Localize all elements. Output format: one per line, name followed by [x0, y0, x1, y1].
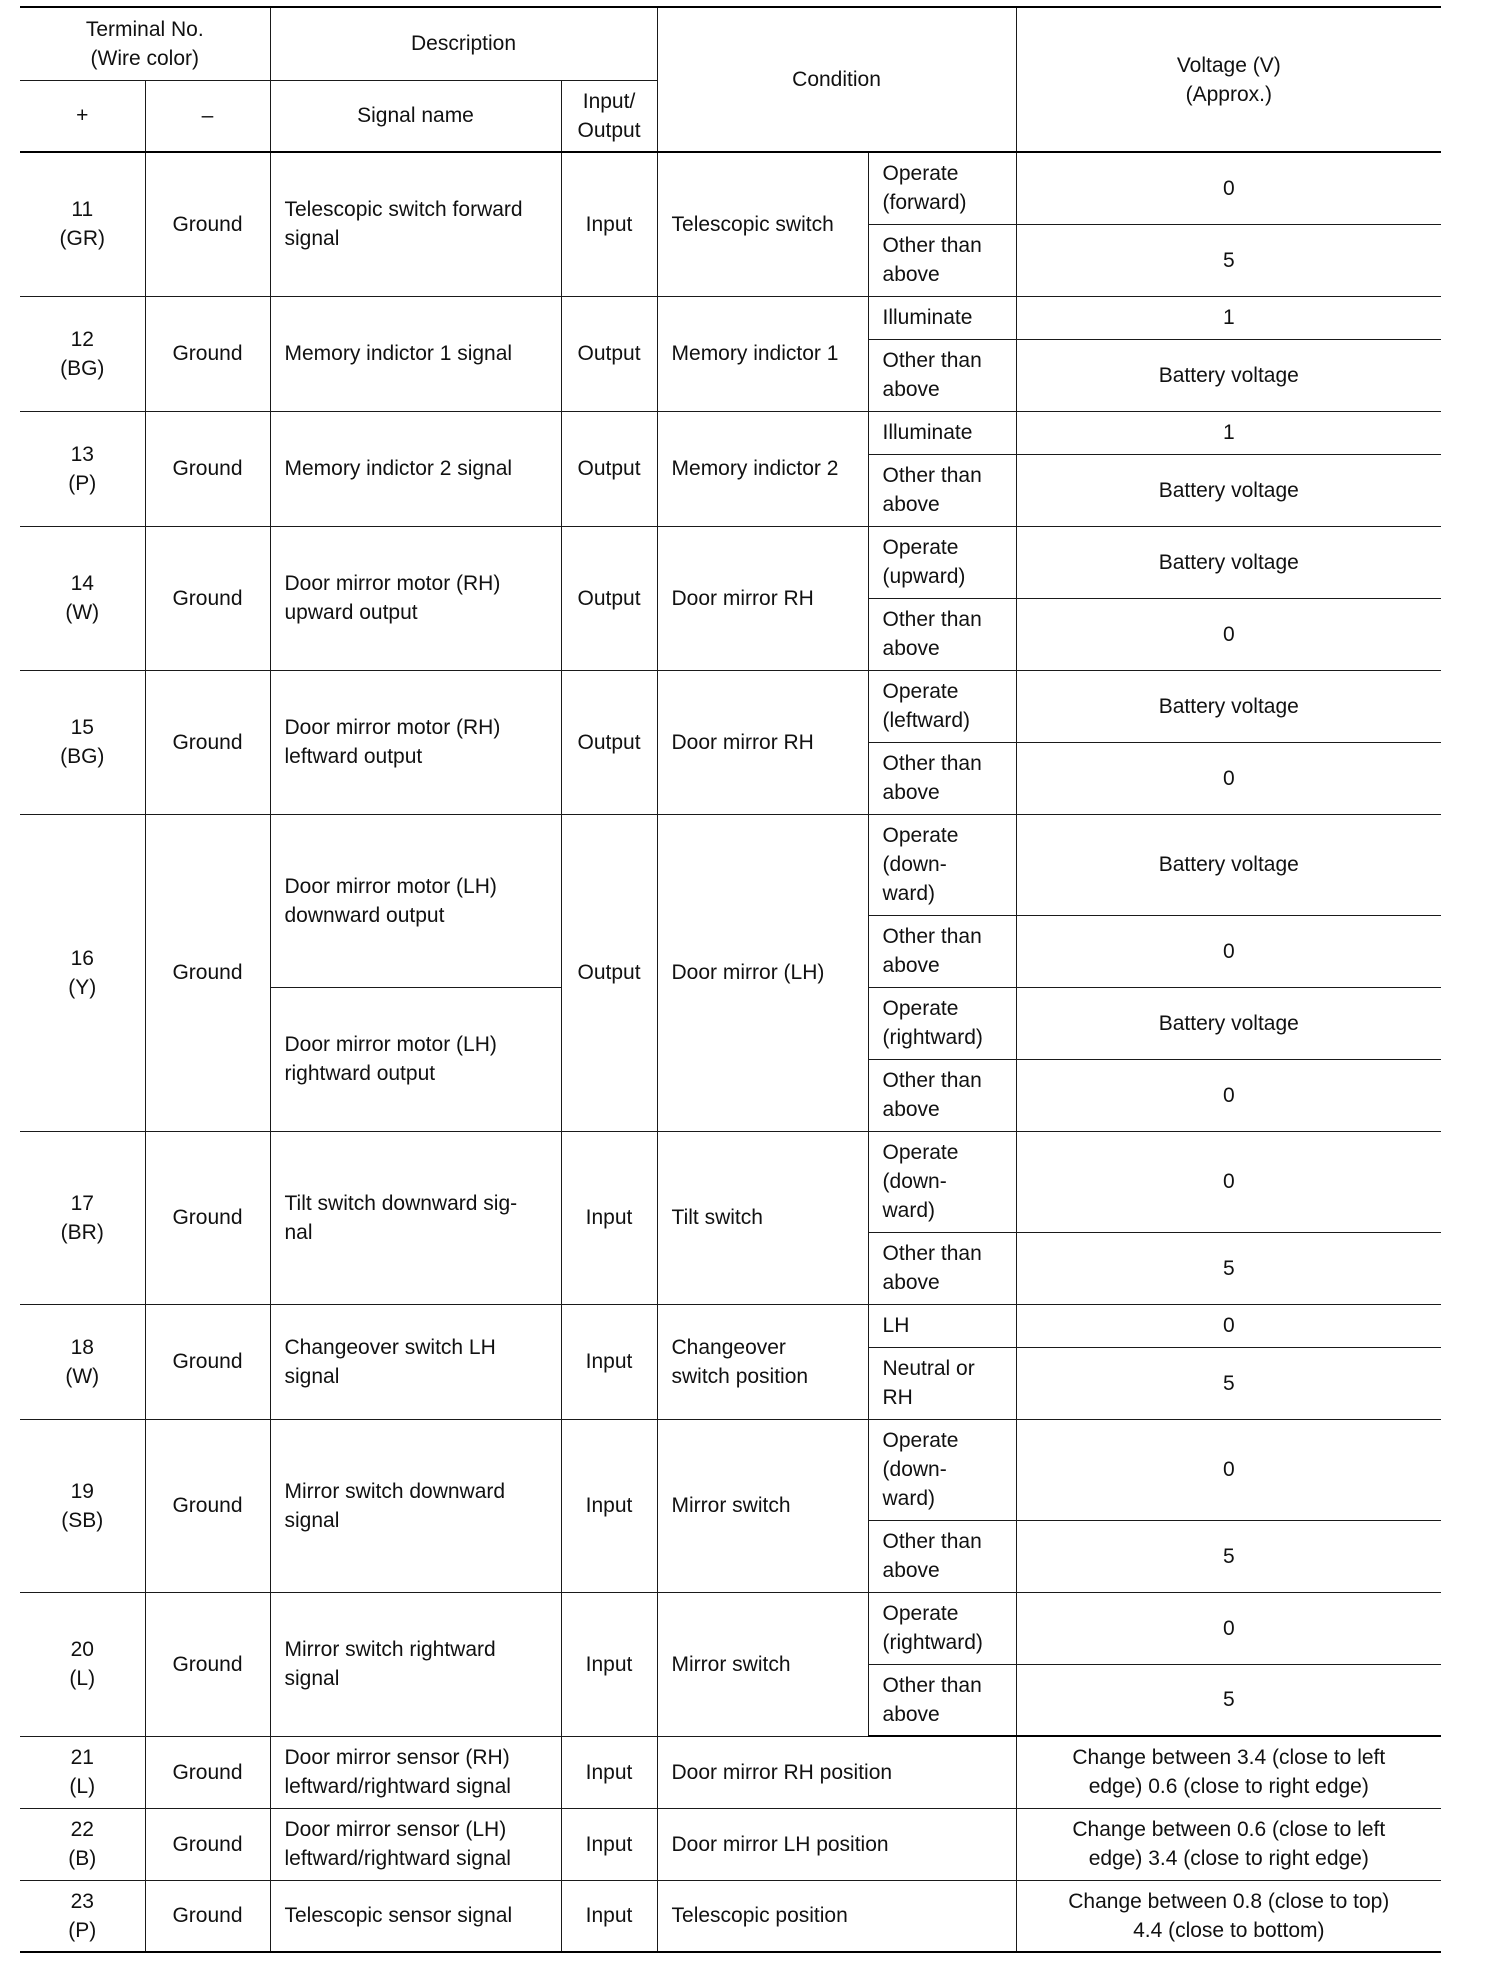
terminal-cell: 22 (B) — [20, 1808, 145, 1880]
terminal-spec-page — [20, 6, 1441, 1953]
terminal-spec-table — [20, 6, 1441, 1953]
ground-cell: Ground — [145, 1131, 270, 1304]
terminal-cell: 17 (BR) — [20, 1131, 145, 1304]
voltage-cell: 0 — [1016, 598, 1441, 670]
voltage-cell: 5 — [1016, 1232, 1441, 1304]
terminal-cell: 16 (Y) — [20, 814, 145, 1131]
ground-cell: Ground — [145, 814, 270, 1131]
signal-name-cell: Door mirror motor (LH) rightward output — [270, 987, 561, 1131]
header-minus: – — [145, 80, 270, 152]
terminal-cell: 11 (GR) — [20, 152, 145, 296]
voltage-cell: 0 — [1016, 152, 1441, 224]
table-row — [20, 670, 1441, 742]
signal-name-cell: Changeover switch LH signal — [270, 1304, 561, 1419]
sub-condition-cell: Operate (down- ward) — [868, 1131, 1016, 1232]
sub-condition-cell: Other than above — [868, 454, 1016, 526]
table-row — [20, 1131, 1441, 1232]
sub-condition-cell: Other than above — [868, 742, 1016, 814]
table-row — [20, 1808, 1441, 1880]
sub-condition-cell: Other than above — [868, 598, 1016, 670]
ground-cell: Ground — [145, 411, 270, 526]
sub-condition-cell: Operate (down- ward) — [868, 814, 1016, 915]
condition-cell: Door mirror LH position — [657, 1808, 1016, 1880]
ground-cell: Ground — [145, 1592, 270, 1736]
io-cell: Output — [561, 814, 657, 1131]
io-cell: Input — [561, 1592, 657, 1736]
ground-cell: Ground — [145, 526, 270, 670]
condition-cell: Memory indictor 2 — [657, 411, 868, 526]
io-cell: Output — [561, 526, 657, 670]
sub-condition-cell: Other than above — [868, 915, 1016, 987]
terminal-cell: 23 (P) — [20, 1880, 145, 1952]
table-row — [20, 152, 1441, 224]
voltage-cell: 0 — [1016, 1131, 1441, 1232]
sub-condition-cell: Illuminate — [868, 296, 1016, 339]
sub-condition-cell: Other than above — [868, 1059, 1016, 1131]
sub-condition-cell: Operate (rightward) — [868, 1592, 1016, 1664]
header-condition: Condition — [657, 7, 1016, 152]
voltage-cell: 5 — [1016, 224, 1441, 296]
ground-cell: Ground — [145, 152, 270, 296]
ground-cell: Ground — [145, 1304, 270, 1419]
table-row — [20, 1304, 1441, 1347]
sub-condition-cell: Other than above — [868, 1520, 1016, 1592]
io-cell: Input — [561, 152, 657, 296]
signal-name-cell: Mirror switch downward signal — [270, 1419, 561, 1592]
table-row — [20, 814, 1441, 915]
io-cell: Input — [561, 1304, 657, 1419]
ground-cell: Ground — [145, 670, 270, 814]
voltage-cell: Battery voltage — [1016, 987, 1441, 1059]
condition-cell: Telescopic switch — [657, 152, 868, 296]
header-terminal-no: Terminal No. (Wire color) — [20, 7, 270, 80]
terminal-cell: 20 (L) — [20, 1592, 145, 1736]
sub-condition-cell: Operate (forward) — [868, 152, 1016, 224]
voltage-cell: 0 — [1016, 1304, 1441, 1347]
voltage-cell: Battery voltage — [1016, 339, 1441, 411]
sub-condition-cell: Other than above — [868, 1232, 1016, 1304]
voltage-cell: Change between 0.8 (close to top) 4.4 (close to bottom) — [1016, 1880, 1441, 1952]
voltage-cell: Battery voltage — [1016, 454, 1441, 526]
sub-condition-cell: Other than above — [868, 339, 1016, 411]
sub-condition-cell: Operate (upward) — [868, 526, 1016, 598]
voltage-cell: 5 — [1016, 1347, 1441, 1419]
voltage-cell: Battery voltage — [1016, 670, 1441, 742]
condition-cell: Changeover switch position — [657, 1304, 868, 1419]
io-cell: Input — [561, 1736, 657, 1808]
condition-cell: Door mirror RH position — [657, 1736, 1016, 1808]
condition-cell: Mirror switch — [657, 1419, 868, 1592]
io-cell: Input — [561, 1131, 657, 1304]
ground-cell: Ground — [145, 296, 270, 411]
voltage-cell: Change between 3.4 (close to left edge) 0.6 (close to right edge) — [1016, 1736, 1441, 1808]
table-row — [20, 1880, 1441, 1952]
io-cell: Output — [561, 411, 657, 526]
table-row — [20, 1736, 1441, 1808]
voltage-cell: 0 — [1016, 1059, 1441, 1131]
terminal-cell: 15 (BG) — [20, 670, 145, 814]
header-plus: + — [20, 80, 145, 152]
signal-name-cell: Mirror switch rightward signal — [270, 1592, 561, 1736]
sub-condition-cell: LH — [868, 1304, 1016, 1347]
signal-name-cell: Door mirror motor (RH) leftward output — [270, 670, 561, 814]
io-cell: Output — [561, 670, 657, 814]
sub-condition-cell: Operate (rightward) — [868, 987, 1016, 1059]
sub-condition-cell: Illuminate — [868, 411, 1016, 454]
io-cell: Input — [561, 1808, 657, 1880]
signal-name-cell: Door mirror motor (LH) downward output — [270, 814, 561, 987]
condition-cell: Tilt switch — [657, 1131, 868, 1304]
condition-cell: Door mirror RH — [657, 526, 868, 670]
voltage-cell: 1 — [1016, 296, 1441, 339]
table-row — [20, 1419, 1441, 1520]
ground-cell: Ground — [145, 1419, 270, 1592]
sub-condition-cell: Other than above — [868, 224, 1016, 296]
voltage-cell: 0 — [1016, 915, 1441, 987]
header-voltage: Voltage (V) (Approx.) — [1016, 7, 1441, 152]
table-row — [20, 526, 1441, 598]
signal-name-cell: Door mirror sensor (LH) leftward/rightward signal — [270, 1808, 561, 1880]
sub-condition-cell: Other than above — [868, 1664, 1016, 1736]
header-description: Description — [270, 7, 657, 80]
signal-name-cell: Door mirror motor (RH) upward output — [270, 526, 561, 670]
terminal-cell: 21 (L) — [20, 1736, 145, 1808]
signal-name-cell: Memory indictor 2 signal — [270, 411, 561, 526]
ground-cell: Ground — [145, 1880, 270, 1952]
table-row — [20, 296, 1441, 339]
voltage-cell: 5 — [1016, 1664, 1441, 1736]
header-input-output: Input/ Output — [561, 80, 657, 152]
voltage-cell: 0 — [1016, 742, 1441, 814]
sub-condition-cell: Operate (leftward) — [868, 670, 1016, 742]
condition-cell: Door mirror RH — [657, 670, 868, 814]
terminal-cell: 12 (BG) — [20, 296, 145, 411]
signal-name-cell: Telescopic sensor signal — [270, 1880, 561, 1952]
signal-name-cell: Door mirror sensor (RH) leftward/rightward signal — [270, 1736, 561, 1808]
signal-name-cell: Memory indictor 1 signal — [270, 296, 561, 411]
header-signal-name: Signal name — [270, 80, 561, 152]
voltage-cell: 1 — [1016, 411, 1441, 454]
voltage-cell: 5 — [1016, 1520, 1441, 1592]
io-cell: Input — [561, 1419, 657, 1592]
terminal-cell: 14 (W) — [20, 526, 145, 670]
signal-name-cell: Telescopic switch forward signal — [270, 152, 561, 296]
io-cell: Output — [561, 296, 657, 411]
voltage-cell: 0 — [1016, 1592, 1441, 1664]
voltage-cell: Battery voltage — [1016, 814, 1441, 915]
voltage-cell: Battery voltage — [1016, 526, 1441, 598]
condition-cell: Mirror switch — [657, 1592, 868, 1736]
ground-cell: Ground — [145, 1808, 270, 1880]
ground-cell: Ground — [145, 1736, 270, 1808]
condition-cell: Telescopic position — [657, 1880, 1016, 1952]
terminal-cell: 19 (SB) — [20, 1419, 145, 1592]
table-row — [20, 1592, 1441, 1664]
signal-name-cell: Tilt switch downward sig- nal — [270, 1131, 561, 1304]
voltage-cell: 0 — [1016, 1419, 1441, 1520]
io-cell: Input — [561, 1880, 657, 1952]
condition-cell: Door mirror (LH) — [657, 814, 868, 1131]
terminal-cell: 18 (W) — [20, 1304, 145, 1419]
voltage-cell: Change between 0.6 (close to left edge) 3.4 (close to right edge) — [1016, 1808, 1441, 1880]
sub-condition-cell: Operate (down- ward) — [868, 1419, 1016, 1520]
terminal-cell: 13 (P) — [20, 411, 145, 526]
table-row — [20, 411, 1441, 454]
sub-condition-cell: Neutral or RH — [868, 1347, 1016, 1419]
condition-cell: Memory indictor 1 — [657, 296, 868, 411]
